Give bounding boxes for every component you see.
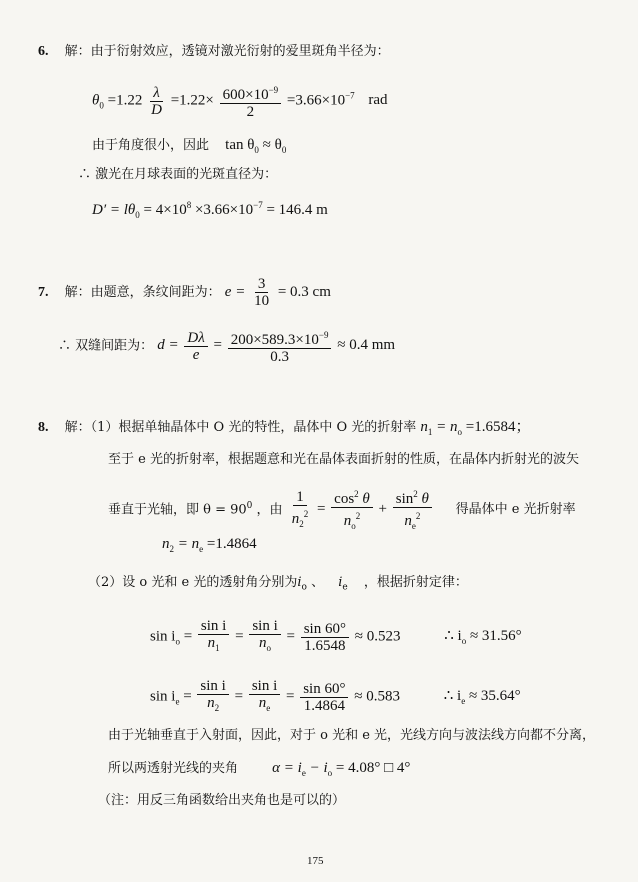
problem-number: 6.	[38, 44, 49, 59]
result: =3.66×10	[286, 92, 346, 109]
exp: −7	[345, 90, 355, 101]
result: ≈ 0.4 mm	[337, 337, 396, 354]
problem-intro: 解：由于衍射效应，透镜对激光衍射的爱里斑角半径为：	[64, 44, 390, 59]
text: （2）设 o 光和 e 光的透射角分别为	[88, 575, 298, 590]
fraction: $\frac{\sin^2 \theta}{n_e^2}$	[393, 486, 432, 534]
angle: ∴ i	[443, 688, 462, 705]
fraction	[251, 276, 272, 309]
lhs: sin i	[150, 628, 176, 645]
den: n	[343, 513, 352, 529]
den: D	[151, 101, 162, 118]
text: 所以两透射光线的夹角	[108, 761, 239, 776]
num: sin i	[198, 618, 229, 635]
alpha: α = i	[272, 760, 302, 776]
num: sin 60°	[300, 681, 348, 698]
problem-number: 7.	[38, 284, 49, 300]
num: sin 60°	[301, 621, 349, 638]
val: ≈ 35.64°	[465, 688, 521, 705]
therefore-line: ∴ 激光在月球表面的光斑直径为：	[78, 167, 278, 182]
lhs: sin i	[150, 688, 176, 705]
problem-number: 8.	[38, 420, 49, 435]
snell-e: $\sin i_e$ = $\frac{\text{sin i}}{n_2}$ = $\frac{\text{sin i}}{n_e}$ = $\frac{\sin 60^\circ}{1.4864}$ ≈ 0.583 ∴ $i_e \approx 35.64^\circ$	[150, 678, 521, 714]
num: sin i	[249, 618, 280, 635]
therefore-text: ∴ 双缝间距为：	[58, 338, 154, 354]
num: cos	[334, 491, 355, 507]
num: 1	[293, 489, 307, 506]
tan-eq: tan θ	[225, 137, 255, 153]
n: n	[162, 536, 170, 552]
sep: 、	[311, 575, 325, 590]
num: λ	[153, 84, 160, 101]
num: Dλ	[187, 329, 205, 346]
den: n	[207, 635, 216, 651]
den: n	[259, 635, 267, 651]
exp: −7	[253, 200, 263, 210]
conclusion-1: 由于光轴垂直于入射面，因此，对于 o 光和 e 光，光线方向与波法线方向都不分离，	[108, 728, 596, 743]
line-2: 至于 e 光的折射率，根据题意和光在晶体表面折射的性质，在晶体内折射光的波矢	[108, 452, 579, 467]
footnote: （注：用反三角函数给出夹角也是可以的）	[98, 793, 346, 808]
fraction	[184, 330, 207, 363]
part: ×3.66×10	[191, 202, 254, 218]
den: 10	[254, 293, 270, 309]
den: e	[192, 346, 200, 363]
snell-o: $\sin i_o$ = $\frac{\text{sin i}}{n_1}$ = $\frac{\text{sin i}}{n_o}$ = $\frac{\sin 60^\circ}{1.6548}$ ≈ 0.523 ∴ $i_o \approx 31.56^\circ$	[150, 618, 522, 654]
n: = n	[432, 419, 458, 435]
val: ≈ 31.56°	[466, 628, 522, 645]
problem-intro: 解：（1）根据单轴晶体中 O 光的特性，晶体中 O 光的折射率	[64, 420, 417, 435]
den: 1.6548	[304, 637, 346, 654]
coef: =1.22	[107, 92, 143, 109]
ie: i	[338, 575, 343, 590]
lhs: e =	[224, 283, 246, 300]
result: = 146.4 m	[262, 202, 328, 218]
io: i	[297, 575, 302, 590]
val: =1.4864	[203, 536, 257, 552]
part: − i	[305, 760, 328, 776]
num: sin i	[249, 678, 280, 695]
num: sin i	[197, 678, 228, 695]
angle: ∴ i	[444, 628, 462, 645]
text: 得晶体中 e 光折射率	[455, 502, 576, 518]
theta-symbol: θ	[92, 92, 100, 109]
den: 2	[246, 104, 255, 120]
result: = 0.3 cm	[277, 283, 331, 300]
problem-7	[38, 276, 331, 309]
val: = 4.08° □ 4°	[332, 760, 411, 776]
fraction	[220, 82, 282, 120]
problem-8: 8. 解：（1）根据单轴晶体中 O 光的特性，晶体中 O 光的折射率 $n_1 = n_o =1.6584$；	[38, 419, 531, 437]
line-3: 垂直于光轴，即 $\theta = 90^0$ ，由 $\frac{1}{n_2^2}$ = $\frac{\cos^2 \theta}{n_o^2}$ + $\frac{\sin^2 \theta}{n_e^2}$ 得晶体中 e 光折射率	[108, 486, 576, 534]
exp: −9	[318, 330, 329, 340]
fraction: $\frac{1}{n_2^2}$	[291, 488, 309, 529]
part: = 4×10	[139, 202, 187, 218]
equation-theta: $\theta_0 =1.22$ $\frac{\lambda}{D}$ =1.22× $\frac{600\times 10^{-9}}{2}$ $=3.66\times 10^{-7}$ rad	[92, 82, 388, 120]
equation-diameter: $D' = l\theta_0 = 4\times 10^8 \times 3.66\times 10^{-7} = 146.4$ m	[92, 200, 328, 220]
exp: 8	[186, 200, 192, 210]
fraction	[228, 327, 332, 365]
n: = n	[174, 536, 200, 552]
approx: ≈ θ	[258, 137, 282, 153]
fraction: $\frac{\cos^2 \theta}{n_o^2}$	[331, 486, 373, 534]
text: ，由	[256, 502, 283, 518]
problem-6	[38, 44, 390, 60]
small-angle-note: 由于角度很小，因此 $\tan \theta_0 \approx \theta_0$	[92, 137, 287, 155]
conclusion-2: 所以两透射光线的夹角 $\alpha = i_e - i_o = 4.08^\circ$ □ 4°	[108, 760, 411, 778]
problem-intro: 解：由题意，条纹间距为：	[64, 284, 221, 300]
text: 垂直于光轴，即 θ = 90	[108, 502, 247, 518]
den: 1.4864	[303, 697, 345, 714]
result: ≈ 0.583	[354, 688, 400, 705]
den: n	[207, 695, 215, 711]
result: ≈ 0.523	[354, 628, 401, 645]
part-2: （2）设 o 光和 e 光的透射角分别为$i_o$ 、 $i_e$ ，根据折射定律：	[88, 575, 468, 593]
den: n	[258, 695, 267, 711]
num: 3	[255, 276, 269, 293]
lhs: D′ = lθ	[92, 202, 136, 218]
n2-result: $n_2 = n_e =1.4864$	[162, 536, 257, 554]
fraction	[148, 85, 165, 118]
den: n	[291, 510, 300, 527]
lhs: d =	[157, 337, 179, 354]
unit: rad	[368, 92, 388, 109]
exp: −9	[268, 85, 279, 95]
den: n	[404, 513, 412, 529]
num: sin	[395, 491, 414, 507]
text: ，根据折射定律：	[363, 575, 468, 590]
slit-distance: ∴ 双缝间距为： d = $\frac{D\lambda}{e}$ = $\frac{200\times 589.3\times 10^{-9}}{0.3}$ ≈ 0.4 mm	[58, 327, 395, 365]
page-number: 175	[307, 855, 324, 867]
val: =1.6584；	[462, 419, 531, 435]
num: 200×589.3×10	[230, 332, 319, 348]
num: 600×10	[222, 87, 269, 103]
mid: =1.22×	[170, 92, 214, 109]
note-text: 由于角度很小，因此	[92, 138, 210, 153]
n: n	[420, 419, 428, 435]
den: 0.3	[270, 349, 289, 365]
